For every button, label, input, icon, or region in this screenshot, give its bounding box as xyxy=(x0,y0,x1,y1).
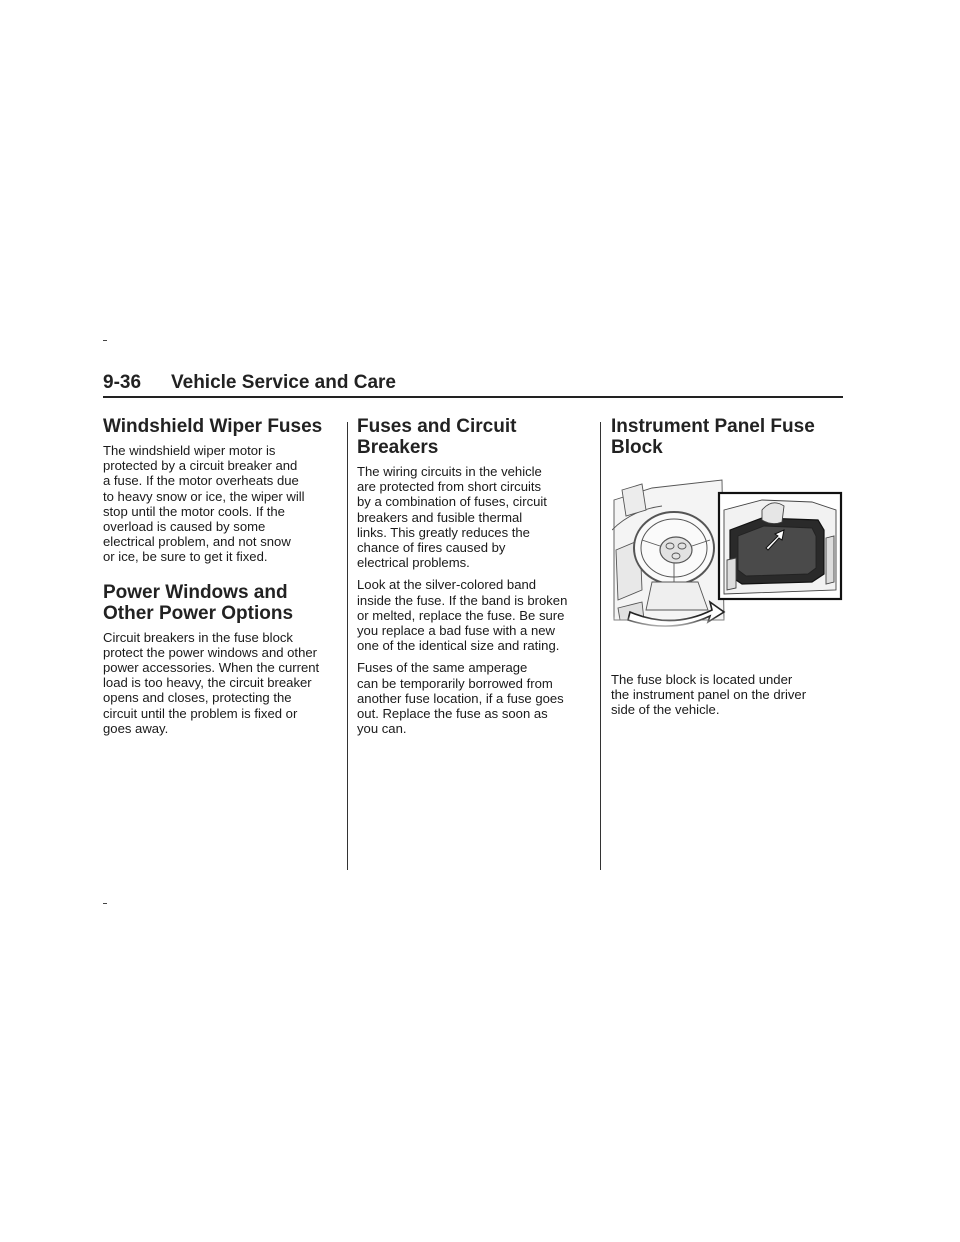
paragraph-wiper-fuses: The windshield wiper motor is protected by a circuit breaker and a fuse. If the motor overheats due to heavy snow or ice, the wiper will stop until the motor cools. If the overload is caused by some electrical problem, and not snow or ice, be sure to get it fixed. xyxy=(103,443,305,565)
crop-mark-bottom xyxy=(103,903,107,904)
heading-instrument-panel-fuse-block: Instrument Panel Fuse Block xyxy=(611,416,815,458)
column-2 xyxy=(357,416,589,743)
heading-power-windows: Power Windows and Other Power Options xyxy=(103,581,294,624)
page-number: 9-36 xyxy=(103,372,142,393)
paragraph-same-amperage: Fuses of the same amperage can be temporarily borrowed from another fuse location, if a fuse goes out. Replace the fuse as soon as you can. xyxy=(357,660,564,737)
header-rule xyxy=(103,396,843,398)
crop-mark-top xyxy=(103,340,107,341)
paragraph-fuse-block-location: The fuse block is located under the instrument panel on the driver side of the vehicle. xyxy=(611,672,807,718)
column-divider-1 xyxy=(347,422,348,870)
heading-fuses-circuit-breakers: Fuses and Circuit Breakers xyxy=(357,416,517,458)
heading-windshield-wiper-fuses: Windshield Wiper Fuses xyxy=(103,416,323,437)
section-title: Vehicle Service and Care xyxy=(171,372,396,393)
paragraph-silver-band: Look at the silver-colored band inside the fuse. If the band is broken or melted, replace the fuse. Be sure you replace a bad fuse with a new one of the identical size and rating. xyxy=(357,577,568,654)
fuse-block-location-illustration xyxy=(612,470,844,632)
paragraph-power-windows: Circuit breakers in the fuse block protect the power windows and other power accessories. When the current load is too heavy, the circuit breaker opens and closes, protecting the circuit until the problem is fixed or goes away. xyxy=(103,629,320,736)
column-divider-2 xyxy=(600,422,601,870)
paragraph-wiring-circuits: The wiring circuits in the vehicle are protected from short circuits by a combination of fuses, circuit breakers and fusible thermal links. This greatly reduces the chance of fires caused by electrical problems. xyxy=(357,464,547,571)
column-1 xyxy=(103,416,338,743)
page-header xyxy=(103,372,843,394)
